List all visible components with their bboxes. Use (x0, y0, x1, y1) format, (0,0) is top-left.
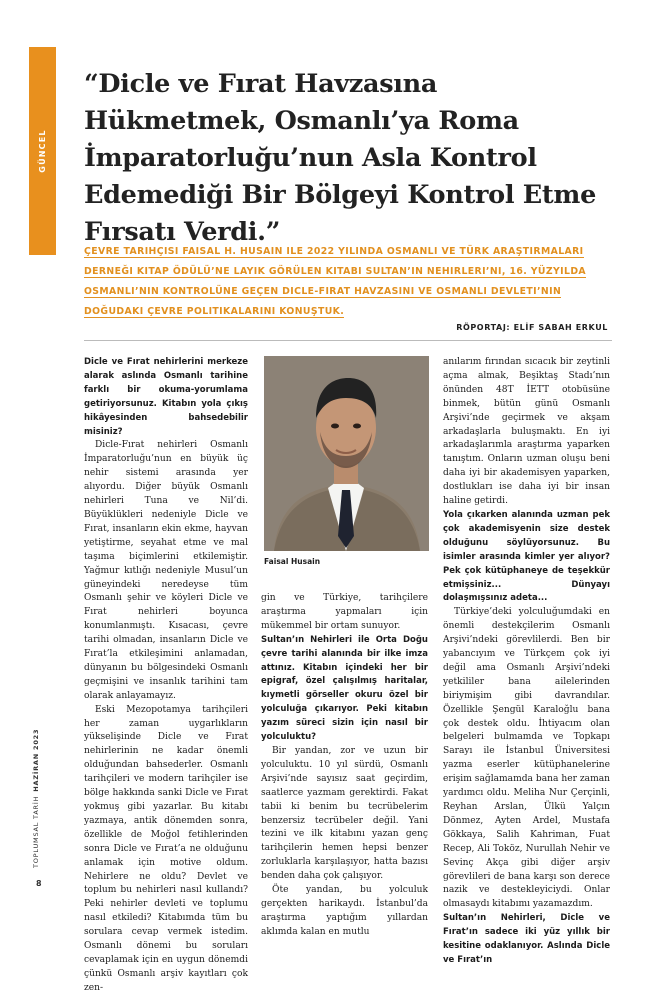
interview-question: Yola çıkarken alanında uzman pek çok akademisyenin size destek olduğunu söylüyorsunuz. Bu isimler arasında kimler yer alıyor? Pek çok kütüphaneye de teşekkür etmişsiniz... Dünyayı dolaşmışsınız adeta... (443, 509, 610, 604)
text-column-3 (443, 356, 610, 968)
interview-question: Sultan’ın Nehirleri, Dicle ve Fırat’ın sadece iki yüz yıllık bir kesitine odaklanıyor. Aslında Dicle ve Fırat’ın (443, 913, 610, 965)
portrait-photo (264, 356, 429, 551)
article-intro (84, 242, 624, 322)
interview-question: Sultan’ın Nehirleri ile Orta Doğu çevre tarihi alanında bir ilke imza attınız. Kitabın içindeki her bir epigraf, özel çalışılmış haritalar, kıymetli görseller okuru özel bir yolculuğa çıkarıyor. Peki kitabın yazım süreci sizin için nasıl bir yolculuktu? (261, 634, 428, 743)
section-tab (29, 47, 56, 255)
portrait-illustration (264, 356, 429, 551)
byline: RÖPORTAJ: ELİF SABAH ERKUL (456, 323, 608, 332)
issue-date: HAZİRAN 2023 (32, 728, 40, 792)
article-intro-text: ÇEVRE TARIHÇISI FAISAL H. HUSAIN ILE 2022 YILINDA OSMANLI VE TÜRK ARAŞTIRMALARI DERNEĞI KITAP ÖDÜLÜ’NE LAYIK GÖRÜLEN KITABI SULTAN’IN NEHIRLERI’NI, 16. YÜZYILDA OSMANLI’NIN KONTROLÜNE GEÇEN DICLE-FIRAT HAVZASINI VE OSMANLI DEVLETI’NIN DOĞUDAKI ÇEVRE POLITIKALARINI KONUŞTUK. (84, 246, 587, 317)
answer-paragraph: gin ve Türkiye, tarihçilere araştırma yapmaları için mükemmel bir ortam sunuyor. (261, 593, 428, 631)
answer-paragraph: anılarım fırından sıcacık bir zeytinli açma almak, Beşiktaş Stadı’nın önünden 48T İETT otobüsüne binmek, bütün günü Osmanlı Arşivi’nde geçirmek ve akşam arkadaşlarla buluşmaktı. En iyi arkadaşlarımla araştırma yaparken tanıştım. Onların uzman oluşu beni daha iyi bir akademisyen yaparken, dostlukları ise daha iyi bir insan haline getirdi. (443, 357, 610, 507)
interview-question: Dicle ve Fırat nehirlerini merkeze alarak aslında Osmanlı tarihine farklı bir okuma-yorumlama getiriyorsunuz. Kitabın yola çıkış hikâyesinden bahsedebilir misiniz? (84, 357, 248, 437)
answer-paragraph: Eski Mezopotamya tarihçileri her zaman uygarlıkların yükselişinde Dicle ve Fırat nehirlerinin ne kadar önemli olduğundan bahsederler. Osmanlı tarihçileri ve modern tarihçiler ise bölge hakkında sanki Dicle ve Fırat yokmuş gibi yazarlar. Bu kitabı yazmaya, antik dönemden sonra, özellikle de Moğol fetihlerinden sonra Dicle ve Fırat’a ne olduğunu anlamak için motive oldum. Nehirlere ne oldu? Devlet ve toplum bu nehirleri nasıl kullandı? Peki nehirler devleti ve toplumu nasıl etkiledi? Kitabımda tüm bu sorulara cevap vermek istedim. Osmanlı dönemi bu soruları cevaplamak için en uygun dönemdi çünkü Osmanlı arşiv kayıtları çok zen- (84, 704, 248, 993)
section-tab-label: GÜNCEL (38, 129, 47, 173)
answer-paragraph: Türkiye’deki yolculuğumdaki en önemli destekçilerim Osmanlı Arşivi’ndeki görevlilerdi. Ben bir yabancıyım ve Türkçem çok iyi değil ama Osmanlı Arşivi’ndeki yetkililer bana ailelerinden biriymişim gibi davrandılar. Özellikle Şengül Karaloğlu bana çok destek oldu. İhtiyacım olan belgeleri bulmamda ve Topkapı Sarayı ile İstanbul Üniversitesi yazma eserler kütüphanelerine erişim sağlamamda bana her zaman yardımcı oldu. Meliha Nur Çerçinli, Reyhan Arslan, Ülkü Yalçın Dönmez, Ayten Ardel, Mustafa Gökkaya, Salih Kahriman, Fuat Recep, Ali Toköz, Nurullah Nehir ve Sevinç Akça gibi diğer arşiv görevlileri de bana karşı son derece nazik ve destekleyiciydi. Onlar olmasaydı kitabımı yazamazdım. (443, 607, 610, 910)
answer-paragraph: Bir yandan, zor ve uzun bir yolculuktu. 10 yıl sürdü, Osmanlı Arşivi’nde sayısız saat geçirdim, saatlerce yazmam gerektirdi. Fakat tabii ki benim bu tecrübelerim benzersiz tecrübeler değil. Yani tezini ve ilk kitabını yazan genç tarihçilerin hemen hepsi benzer zorluklarla karşılaşıyor, hatta bazısı benden daha çok çalışıyor. (261, 745, 428, 882)
text-column-1 (84, 356, 248, 996)
photo-caption: Faisal Husain (264, 557, 321, 566)
divider (84, 340, 612, 341)
text-column-2 (261, 592, 428, 940)
answer-paragraph: Öte yandan, bu yolculuk gerçekten harikaydı. İstanbul’da araştırma yaptığım yıllardan aklımda kalan en mutlu (261, 885, 428, 937)
answer-paragraph: Dicle-Fırat nehirleri Osmanlı İmparatorluğu’nun en büyük üç nehir sistemi arasında yer alıyordu. Diğer büyük Osmanlı nehirleri Tuna ve Nil’di. Büyüklükleri nedeniyle Dicle ve Fırat, insanların ekin ekme, hayvan yetiştirme, seyahat etme ve mal taşıma biçimlerini etkilemiştir. Yağmur kıtlığı nedeniyle Musul’un güneyindeki neredeyse tüm Osmanlı şehir ve köyleri Dicle ve Fırat nehirleri boyunca konumlanmıştı. Kısacası, çevre tarihi olmadan, insanların Dicle ve Fırat’la etkileşimini anlamadan, dünyanın bu bölgesindeki Osmanlı geçmişini ve insanlık tarihini tam olarak anlayamayız. (84, 440, 248, 701)
article-title: “Dicle ve Fırat Havzasına Hükmetmek, Osmanlı’ya Roma İmparatorluğu’nun Asla Kontrol Edemediği Bir Bölgeyi Kontrol Etme Fırsatı Verdi.” (84, 69, 597, 247)
magazine-name: TOPLUMSAL TARİH (32, 795, 40, 868)
page-number: 8 (36, 879, 42, 888)
running-footer (29, 728, 43, 868)
